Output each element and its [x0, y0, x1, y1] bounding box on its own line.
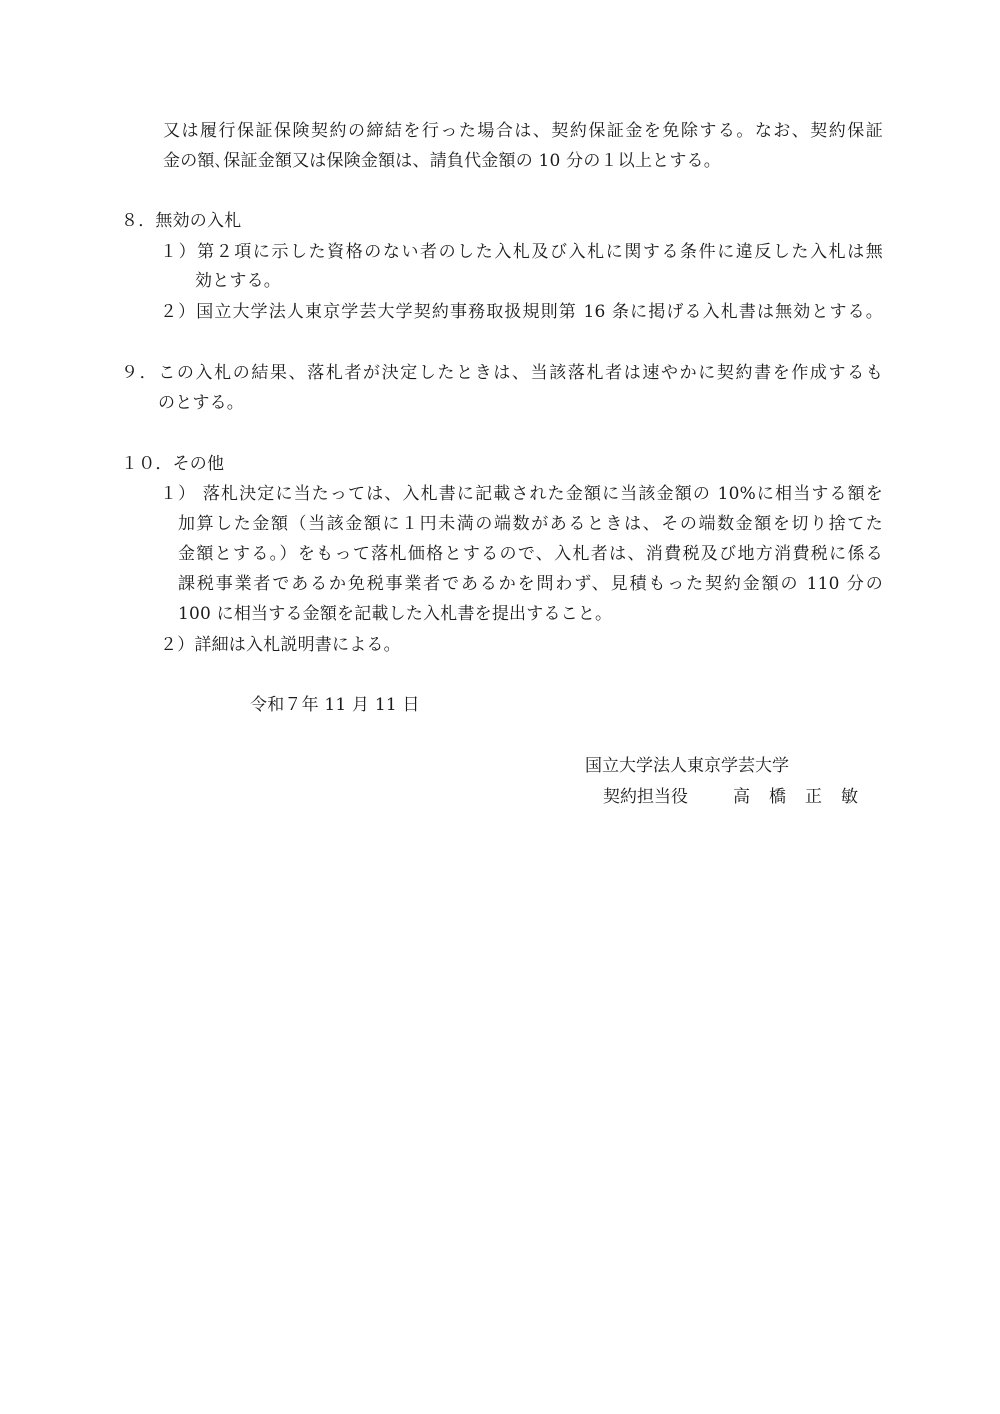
- section-8-item-2-line-1: ２）国立大学法人東京学芸大学契約事務取扱規則第 16 条に掲げる入札書は無効とする。: [160, 302, 883, 322]
- section-10-item-1-line-2: 加算した金額（当該金額に１円未満の端数があるときは、その端数金額を切り捨てた: [178, 514, 883, 534]
- section-9-line-1: ９．この入札の結果、落札者が決定したときは、当該落札者は速やかに契約書を作成するも: [121, 363, 883, 383]
- section-10-item-1-line-3: 金額とする。）をもって落札価格とするので、入札者は、消費税及び地方消費税に係る: [178, 544, 883, 564]
- signature-title: 契約担当役: [603, 787, 688, 807]
- section-10-item-1-line-1: １） 落札決定に当たっては、入札書に記載された金額に当該金額の 10%に相当する額を: [160, 484, 883, 504]
- signature-name: 高 橋 正 敏: [733, 787, 859, 807]
- continuation-line-1: 又は履行保証保険契約の締結を行った場合は、契約保証金を免除する。なお、契約保証: [163, 121, 883, 141]
- document-date: 令和７年 11 月 11 日: [250, 695, 420, 715]
- section-9-line-2: のとする。: [158, 393, 244, 413]
- section-8-item-1-line-2: 効とする。: [195, 271, 281, 291]
- signature-organization: 国立大学法人東京学芸大学: [585, 756, 789, 776]
- section-10-item-1-line-4: 課税事業者であるか免税事業者であるかを問わず、見積もった契約金額の 110 分の: [178, 574, 883, 594]
- section-10-heading: １０．その他: [121, 454, 225, 474]
- section-8-item-1-line-1: １）第２項に示した資格のない者のした入札及び入札に関する条件に違反した入札は無: [160, 242, 883, 262]
- continuation-line-2: 金の額､保証金額又は保険金額は、請負代金額の 10 分の１以上とする。: [163, 151, 721, 171]
- section-10-item-2-line-1: ２）詳細は入札説明書による。: [160, 635, 401, 655]
- section-10-item-1-line-5: 100 に相当する金額を記載した入札書を提出すること。: [178, 604, 613, 624]
- section-8-heading: ８．無効の入札: [121, 211, 242, 231]
